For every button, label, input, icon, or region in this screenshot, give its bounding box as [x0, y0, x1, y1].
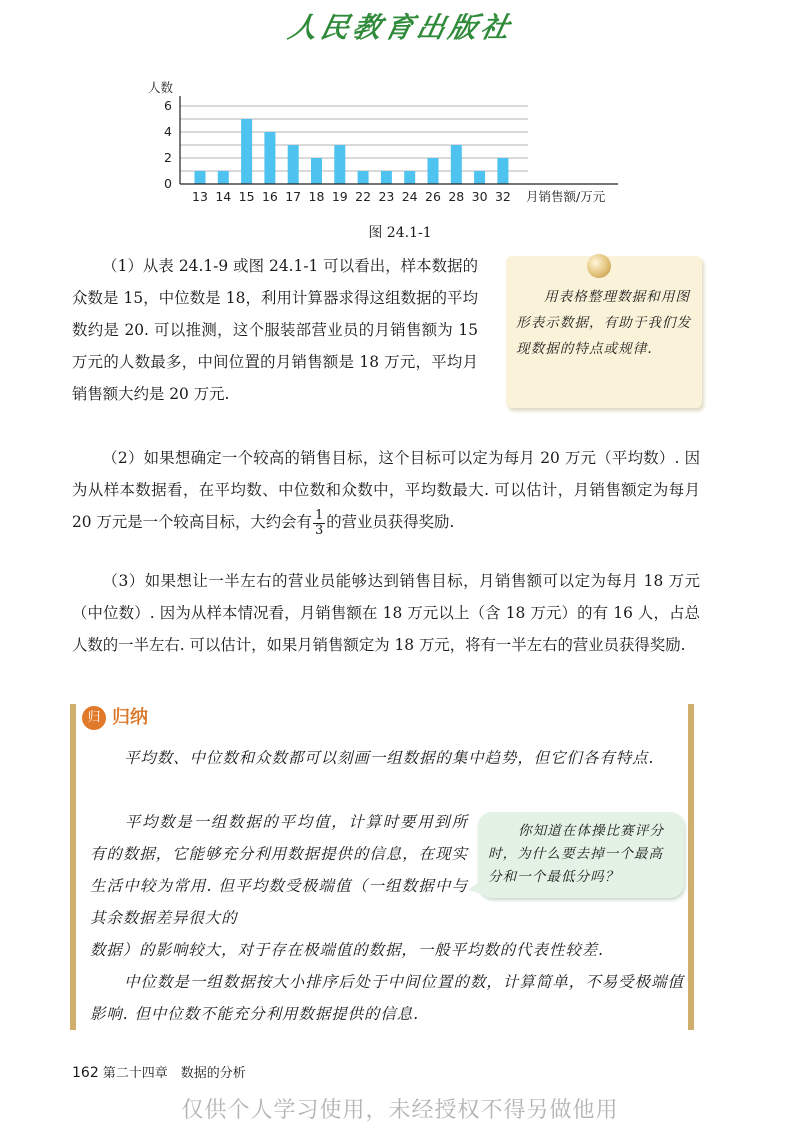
- paragraph-2: [72, 442, 700, 538]
- paragraph-1: [72, 250, 478, 410]
- x-tick-label: 17: [285, 189, 302, 204]
- summary-paragraph-3: [90, 966, 684, 1030]
- summary-paragraph-3-text: 中位数是一组数据按大小排序后处于中间位置的数，计算简单，不易受极端值影响. 但中位数不能充分利用数据提供的信息.: [90, 973, 684, 1023]
- chart-x-ticks: [192, 189, 511, 204]
- x-tick-label: 13: [192, 189, 208, 204]
- y-tick-label: 0: [164, 176, 172, 191]
- x-tick-label: 32: [494, 189, 511, 204]
- summary-paragraph-2-text: 平均数是一组数据的平均值，计算时要用到所有的数据，它能够充分利用数据提供的信息，在现实生活中较为常用. 但平均数受极端值（一组数据中与其余数据差异很大的: [90, 813, 468, 927]
- fraction-denominator: 3: [314, 522, 324, 538]
- x-tick-label: 23: [378, 189, 395, 204]
- bar-chart: [130, 70, 630, 210]
- y-tick-label: 6: [164, 98, 172, 113]
- bar-26: [428, 158, 439, 184]
- x-tick-label: 16: [261, 189, 278, 204]
- bar-15: [241, 119, 252, 184]
- bar-23: [381, 171, 392, 184]
- chart-grid: [180, 106, 528, 171]
- x-tick-label: 24: [401, 189, 418, 204]
- bar-18: [311, 158, 322, 184]
- bar-28: [451, 145, 462, 184]
- paragraph-2-text-a: （2）如果想确定一个较高的销售目标，这个目标可以定为每月 20 万元（平均数）. 因为从样本数据看，在平均数、中位数和众数中，平均数最大. 可以估计，月销售额定为每月 20 万元是一个较高目标，大约会有: [72, 449, 700, 531]
- side-note-content: 用表格整理数据和用图形表示数据，有助于我们发现数据的特点或规律.: [516, 289, 692, 357]
- y-tick-label: 4: [164, 124, 172, 139]
- chart-bars: [195, 119, 509, 184]
- page-footer: [72, 1062, 246, 1081]
- chart-x-label: 月销售额/万元: [526, 189, 606, 204]
- summary-book-icon: 归: [82, 706, 106, 730]
- paragraph-1-text: （1）从表 24.1-9 或图 24.1-1 可以看出，样本数据的众数是 15，中位数是 18，利用计算器求得这组数据的平均数约是 20. 可以推测，这个服装部营业员的月销售额为 15 万元的人数最多，中间位置的月销售额是 18 万元，平均月销售额大约是 20 万元.: [72, 257, 478, 403]
- summary-title: 归纳: [112, 707, 148, 728]
- summary-paragraph-1: [90, 742, 684, 774]
- summary-paragraph-2-cont: 数据）的影响较大，对于存在极端值的数据，一般平均数的代表性较差.: [90, 941, 605, 959]
- bar-24: [404, 171, 415, 184]
- thought-bubble-content: 你知道在体操比赛评分时，为什么要去掉一个最高分和一个最低分吗？: [488, 823, 664, 885]
- fraction-numerator: 1: [314, 507, 324, 523]
- paragraph-3-text: （3）如果想让一半左右的营业员能够达到销售目标，月销售额可以定为每月 18 万元（中位数）. 因为从样本情况看，月销售额在 18 万元以上（含 18 万元）的有 16 人，占总人数的一半左右. 可以估计，如果月销售额定为 18 万元，将有一半左右的营业员获得奖励.: [72, 572, 700, 654]
- chapter-title: 第二十四章 数据的分析: [102, 1066, 246, 1081]
- watermark: 仅供个人学习使用，未经授权不得另做他用: [181, 1098, 619, 1123]
- summary-right-border: [688, 704, 694, 1030]
- bar-13: [195, 171, 206, 184]
- x-tick-label: 15: [238, 189, 255, 204]
- bar-32: [497, 158, 508, 184]
- bar-14: [218, 171, 229, 184]
- page-number: 162: [72, 1065, 99, 1081]
- summary-paragraph-1-text: 平均数、中位数和众数都可以刻画一组数据的集中趋势，但它们各有特点.: [124, 749, 655, 767]
- chart-y-ticks: [164, 98, 172, 191]
- bar-17: [288, 145, 299, 184]
- bar-22: [358, 171, 369, 184]
- pushpin-icon: [587, 254, 611, 278]
- x-tick-label: 26: [425, 189, 441, 204]
- x-tick-label: 14: [215, 189, 232, 204]
- paragraph-2-text-b: 的营业员获得奖励.: [326, 513, 455, 531]
- y-tick-label: 2: [164, 150, 172, 165]
- publisher-logo: 人民教育出版社: [285, 11, 517, 44]
- side-note-text: [516, 284, 694, 362]
- summary-paragraph-2: [90, 806, 468, 934]
- fraction-one-third: [313, 509, 325, 538]
- chart-y-label: 人数: [148, 80, 174, 95]
- bar-16: [264, 132, 275, 184]
- x-tick-label: 18: [308, 189, 325, 204]
- paragraph-3: [72, 565, 700, 661]
- x-tick-label: 22: [355, 189, 372, 204]
- x-tick-label: 28: [448, 189, 465, 204]
- summary-left-border: [70, 704, 76, 1030]
- thought-bubble-tail: [468, 880, 482, 894]
- bar-30: [474, 171, 485, 184]
- x-tick-label: 30: [471, 189, 488, 204]
- x-tick-label: 19: [331, 189, 348, 204]
- thought-bubble-text: [488, 820, 676, 889]
- figure-caption: 图 24.1-1: [368, 225, 432, 241]
- bar-19: [334, 145, 345, 184]
